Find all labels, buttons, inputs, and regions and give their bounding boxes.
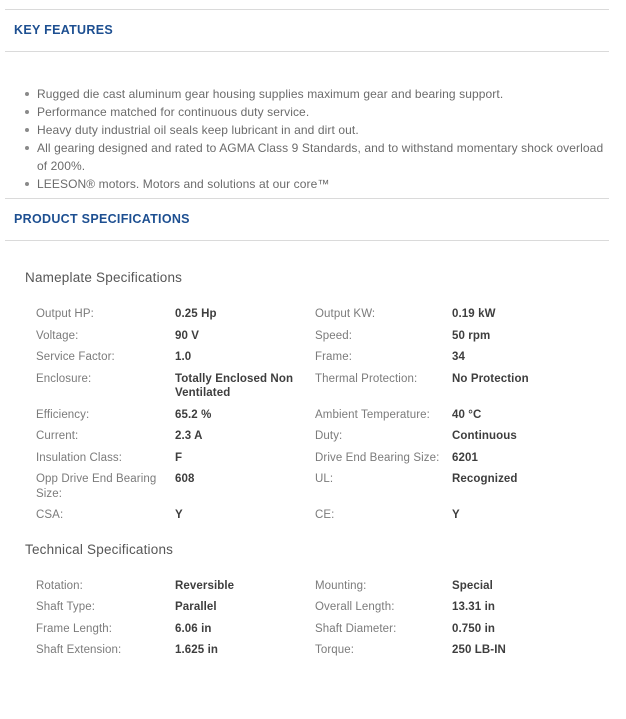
spec-value: No Protection [452, 372, 529, 385]
spec-value: 50 rpm [452, 329, 491, 342]
spec-row [36, 372, 626, 408]
spec-label: Enclosure: [36, 372, 92, 385]
specifications-area [0, 270, 626, 665]
spec-value: Parallel [175, 601, 217, 613]
spec-label: Torque: [315, 644, 355, 656]
spec-value: 1.0 [175, 351, 192, 363]
spec-value: 40 °C [452, 408, 482, 421]
spec-label: Current: [36, 430, 79, 442]
spec-row [36, 429, 626, 451]
spec-label: Mounting: [315, 579, 367, 592]
spec-label: CE: [315, 509, 335, 521]
spec-value: 250 LB-IN [452, 644, 506, 656]
technical-specifications-table [36, 579, 626, 665]
spec-label: Opp Drive End Bearing Size: [36, 473, 157, 500]
spec-value: 34 [452, 351, 465, 363]
divider [5, 51, 609, 52]
spec-label: Ambient Temperature: [315, 408, 430, 421]
spec-label: Rotation: [36, 579, 83, 592]
spec-value: 0.750 in [452, 622, 495, 635]
spec-label: Shaft Diameter: [315, 622, 397, 635]
spec-row [36, 600, 626, 622]
spec-value: Recognized [452, 473, 518, 485]
nameplate-specifications-title: Nameplate Specifications [25, 270, 183, 285]
spec-row [36, 451, 626, 473]
spec-value: 608 [175, 473, 195, 485]
spec-label: Insulation Class: [36, 451, 123, 464]
spec-label: Speed: [315, 329, 353, 342]
spec-value: F [175, 451, 183, 464]
technical-specifications-group [25, 542, 626, 665]
spec-value: 90 V [175, 329, 200, 342]
spec-label: CSA: [36, 509, 64, 521]
spec-value: 0.19 kW [452, 308, 496, 320]
feature-item: Performance matched for continuous duty service. [37, 103, 616, 121]
spec-row [36, 508, 626, 530]
feature-item: LEESON® motors. Motors and solutions at our core™ [37, 175, 616, 193]
spec-row [36, 579, 626, 601]
spec-value: Reversible [175, 579, 235, 592]
product-specifications-section [0, 198, 626, 665]
product-specifications-title: PRODUCT SPECIFICATIONS [14, 212, 190, 226]
nameplate-specifications-group [25, 270, 626, 530]
spec-label: Voltage: [36, 329, 79, 342]
spec-row [36, 643, 626, 665]
spec-row [36, 350, 626, 372]
spec-label: Output KW: [315, 308, 376, 320]
spec-label: Thermal Protection: [315, 372, 418, 385]
technical-specifications-title: Technical Specifications [25, 541, 174, 557]
spec-value: Y [452, 509, 460, 521]
spec-value: 65.2 % [175, 408, 212, 421]
spec-value: 1.625 in [175, 644, 218, 656]
spec-value: 2.3 A [175, 430, 203, 442]
spec-row [36, 622, 626, 644]
spec-value: Totally Enclosed Non Ventilated [175, 372, 294, 399]
spec-label: Shaft Extension: [36, 644, 122, 656]
feature-item: All gearing designed and rated to AGMA Class 9 Standards, and to withstand momentary shock overload of 200%. [37, 139, 616, 175]
nameplate-specifications-table [36, 307, 626, 530]
spec-value: Continuous [452, 430, 517, 442]
spec-label: Frame Length: [36, 622, 113, 635]
spec-row [36, 307, 626, 329]
spec-value: Special [452, 579, 493, 592]
spec-row [36, 329, 626, 351]
divider [5, 240, 609, 241]
spec-label: Overall Length: [315, 601, 395, 613]
feature-item: Heavy duty industrial oil seals keep lubricant in and dirt out. [37, 121, 616, 139]
key-features-list [24, 85, 616, 193]
spec-value: 0.25 Hp [175, 308, 217, 320]
key-features-title: KEY FEATURES [14, 23, 113, 37]
spec-label: Service Factor: [36, 351, 115, 363]
spec-value: Y [175, 509, 183, 521]
spec-row [36, 408, 626, 430]
key-features-section [0, 9, 626, 198]
spec-label: UL: [315, 473, 334, 485]
spec-label: Frame: [315, 351, 353, 363]
spec-row [36, 472, 626, 508]
spec-value: 6.06 in [175, 622, 212, 635]
spec-label: Shaft Type: [36, 601, 96, 613]
spec-label: Efficiency: [36, 408, 90, 421]
feature-item: Rugged die cast aluminum gear housing supplies maximum gear and bearing support. [37, 85, 616, 103]
spec-label: Duty: [315, 430, 343, 442]
spec-value: 6201 [452, 451, 478, 464]
spec-label: Drive End Bearing Size: [315, 451, 440, 464]
spec-label: Output HP: [36, 308, 94, 320]
spec-value: 13.31 in [452, 601, 495, 613]
